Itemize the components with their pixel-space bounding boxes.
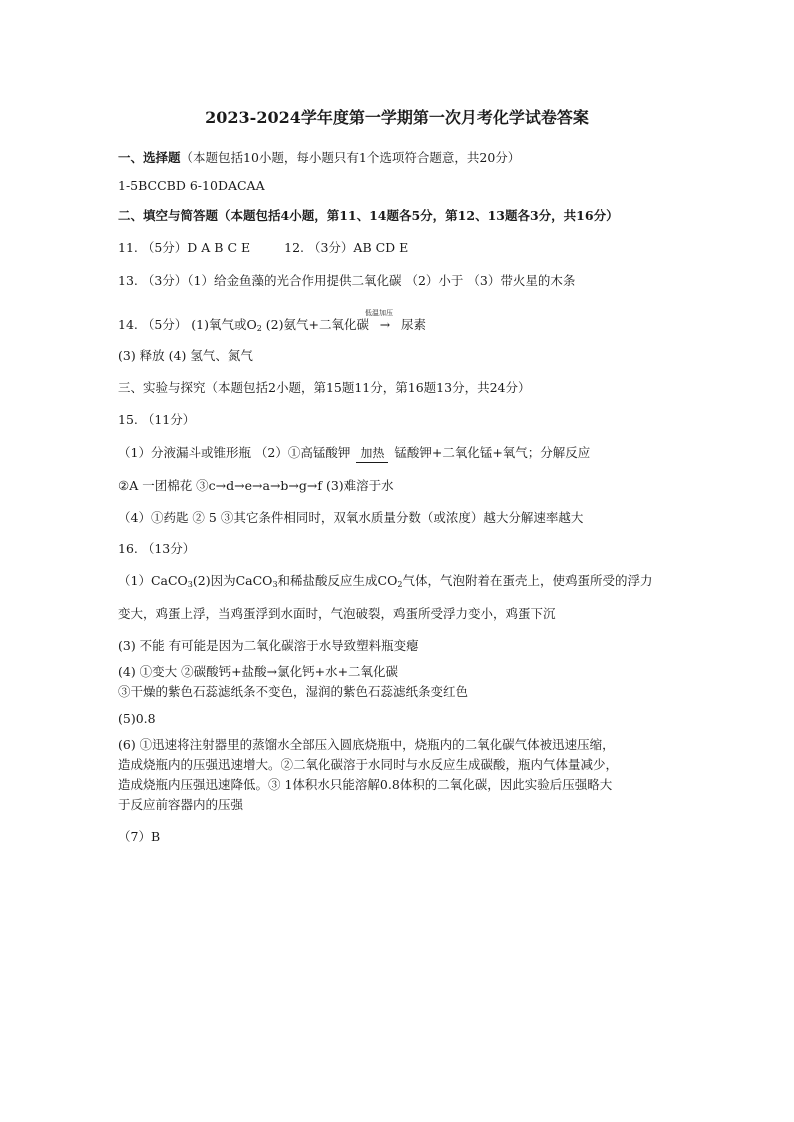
q16-line-1: [118, 573, 652, 589]
q15-heading: 15. （11分）: [118, 412, 196, 427]
q16-text-1: （1）CaCO: [118, 573, 188, 588]
q15-line-3: （4）①药匙 ② 5 ③其它条件相同时，双氧水质量分数（或浓度）越大分解速率越大: [118, 510, 584, 525]
q16-line-6: (5)0.8: [118, 711, 156, 726]
section-1-line: [118, 150, 520, 166]
reaction-condition-arrow: [364, 309, 397, 333]
q16-line-9: 造成烧瓶内压强迅速降低。③ 1体积水只能溶解0.8体积的二氧化碳，因此实验后压强略大: [118, 777, 613, 792]
q13-answer: 13. （3分）（1）给金鱼藻的光合作用提供二氧化碳 （2）小于 （3）带火星的木条: [118, 273, 576, 288]
q14-subscript: 2: [256, 324, 262, 333]
q15-line-1-b: 锰酸钾+二氧化锰+氧气；分解反应: [390, 445, 591, 460]
q16-line-5: ③干燥的紫色石蕊滤纸条不变色，湿润的紫色石蕊滤纸条变红色: [118, 684, 469, 699]
section-1-answers: 1-5BCCBD 6-10DACAA: [118, 178, 265, 193]
q16-sub-1: 3: [187, 580, 193, 589]
q16-heading: 16. （13分）: [118, 541, 196, 556]
q14-part-c: 尿素: [396, 317, 426, 332]
section-1-note: （本题包括10小题，每小题只有1个选项符合题意，共20分）: [180, 150, 521, 165]
q16-sub-2: 3: [272, 580, 278, 589]
reaction-condition-label: 低温加压: [364, 309, 393, 317]
q14-line-2: (3) 释放 (4) 氢气、氮气: [118, 348, 253, 363]
section-1-heading: 一、选择题: [118, 150, 181, 165]
page-title: 2023-2024学年度第一学期第一次月考化学试卷答案: [205, 108, 589, 127]
q16-line-3: (3) 不能 有可能是因为二氧化碳溶于水导致塑料瓶变瘪: [118, 638, 419, 653]
q14-part-a: 14. （5分） (1)氧气或O: [118, 317, 257, 332]
q11-12-line: [118, 240, 408, 256]
q16-line-10: 于反应前容器内的压强: [118, 797, 244, 812]
q14-line-1: [118, 309, 426, 333]
q11-answer: 11. （5分）D A B C E: [118, 240, 251, 255]
q16-line-2: 变大，鸡蛋上浮，当鸡蛋浮到水面时，气泡破裂，鸡蛋所受浮力变小，鸡蛋下沉: [118, 606, 556, 621]
heating-condition: [354, 445, 390, 461]
q16-line-11: （7）B: [118, 829, 161, 844]
q16-text-2: (2)因为CaCO: [192, 573, 273, 588]
section-2-heading: 二、填空与简答题（本题包括4小题，第11、14题各5分，第12、13题各3分，共16分）: [118, 208, 619, 223]
q16-sub-3: 2: [397, 580, 403, 589]
q15-line-2: ②A 一团棉花 ③c→d→e→a→b→g→f (3)难溶于水: [118, 478, 394, 493]
heating-arrow-line: [356, 462, 388, 463]
q16-text-4: 气体，气泡附着在蛋壳上，使鸡蛋所受的浮力: [402, 573, 653, 588]
q12-answer: 12. （3分）AB CD E: [284, 240, 409, 255]
q16-line-7: (6) ①迅速将注射器里的蒸馏水全部压入圆底烧瓶中，烧瓶内的二氧化碳气体被迅速压缩，: [118, 737, 615, 752]
arrow-glyph: →: [379, 317, 391, 332]
q16-text-3: 和稀盐酸反应生成CO: [277, 573, 398, 588]
section-3-heading: 三、实验与探究（本题包括2小题，第15题11分，第16题13分，共24分）: [118, 380, 531, 395]
q15-line-1: [118, 445, 590, 461]
q16-line-4: (4) ①变大 ②碳酸钙+盐酸→氯化钙+水+二氧化碳: [118, 664, 399, 679]
heating-label: 加热: [360, 446, 385, 460]
q14-part-b: (2)氨气+二氧化碳: [261, 317, 369, 332]
q15-line-1-a: （1）分液漏斗或锥形瓶 （2）①高锰酸钾: [118, 445, 355, 460]
q16-line-8: 造成烧瓶内的压强迅速增大。②二氧化碳溶于水同时与水反应生成碳酸，瓶内气体量减少，: [118, 757, 619, 772]
